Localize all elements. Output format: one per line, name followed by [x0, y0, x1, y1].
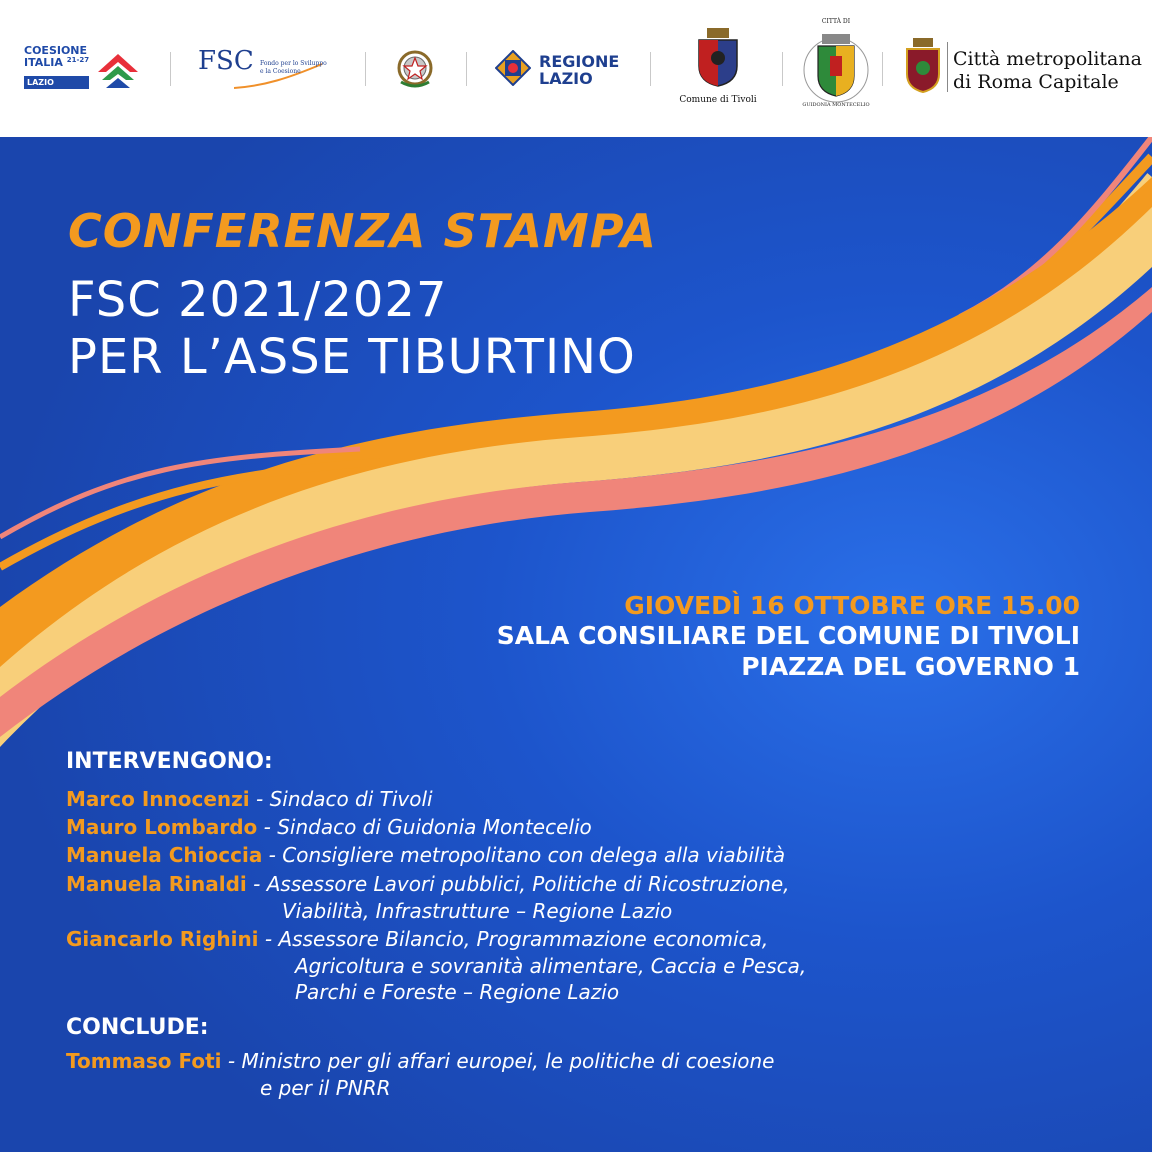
italian-republic-emblem-icon	[395, 48, 435, 90]
intervengono-heading: INTERVENGONO:	[66, 749, 273, 774]
comune-tivoli-logo	[670, 26, 766, 112]
speaker-row	[66, 842, 785, 869]
concluding-speaker-row	[66, 1048, 774, 1075]
logo-bar	[0, 0, 1152, 137]
speaker-name: Manuela Chioccia	[66, 843, 263, 867]
regione-lazio-text-2: LAZIO	[539, 69, 593, 88]
speaker-role-continuation: Parchi e Foreste – Regione Lazio	[295, 980, 620, 1004]
logo-divider	[170, 52, 171, 86]
guidonia-ring-caption: GUIDONIA MONTECELIO	[802, 102, 870, 108]
speaker-role: - Assessore Lavori pubblici, Politiche di Ricostruzione,	[246, 872, 790, 896]
concluding-speaker-role-continuation: e per il PNRR	[260, 1076, 391, 1100]
coesione-arrows-icon	[96, 46, 142, 90]
roma-crest-icon	[905, 38, 941, 94]
regione-lazio-logo	[495, 50, 625, 90]
speaker-role: - Sindaco di Guidonia Montecelio	[257, 815, 592, 839]
speaker-name: Mauro Lombardo	[66, 815, 258, 839]
title-asse-tiburtino: PER L’ASSE TIBURTINO	[68, 329, 636, 385]
speaker-row	[66, 871, 789, 898]
tivoli-crest-icon	[695, 26, 741, 88]
title-conferenza-stampa: CONFERENZA STAMPA	[68, 204, 657, 258]
speaker-name: Giancarlo Righini	[66, 927, 259, 951]
speaker-row	[66, 814, 592, 841]
speaker-role-continuation: Viabilità, Infrastrutture – Regione Lazio	[282, 899, 673, 923]
event-address: PIAZZA DEL GOVERNO 1	[741, 652, 1080, 681]
fsc-abbr: FSC	[198, 46, 254, 76]
speaker-role: - Assessore Bilancio, Programmazione economica,	[258, 927, 769, 951]
speaker-role: - Consigliere metropolitano con delega alla viabilità	[262, 843, 786, 867]
roma-text-line2: di Roma Capitale	[953, 71, 1119, 93]
fsc-subtitle-2: e la Coesione	[260, 68, 301, 75]
event-venue: SALA CONSILIARE DEL COMUNE DI TIVOLI	[496, 621, 1080, 650]
conclude-heading: CONCLUDE:	[66, 1015, 209, 1040]
tivoli-caption: Comune di Tivoli	[679, 95, 757, 105]
speaker-name: Marco Innocenzi	[66, 787, 250, 811]
guidonia-montecelio-logo	[800, 18, 872, 114]
speaker-name: Manuela Rinaldi	[66, 872, 247, 896]
fsc-logo	[198, 46, 343, 92]
regione-lazio-text-1: REGIONE	[539, 52, 620, 71]
coesione-text-line2: ITALIA $^{21-27}$	[24, 56, 90, 69]
coesione-italia-logo	[24, 44, 144, 94]
coesione-text-line1: COESIONE	[24, 44, 88, 57]
logo-divider	[650, 52, 651, 86]
citta-metropolitana-roma-logo	[905, 38, 1142, 98]
logo-divider	[882, 52, 883, 86]
concluding-speaker-role: - Ministro per gli affari europei, le politiche di coesione	[221, 1049, 775, 1073]
fsc-subtitle-1: Fondo per lo Sviluppo	[260, 60, 327, 67]
roma-divider	[947, 42, 948, 92]
logo-divider	[782, 52, 783, 86]
speaker-row	[66, 926, 768, 953]
regione-lazio-crest-icon	[495, 50, 531, 86]
logo-divider	[466, 52, 467, 86]
coesione-region-badge: LAZIO	[24, 76, 89, 89]
guidonia-top-caption: CITTÀ DI	[821, 18, 851, 25]
title-fsc-period: FSC 2021/2027	[68, 272, 448, 328]
speaker-role-continuation: Agricoltura e sovranità alimentare, Caccia e Pesca,	[295, 954, 807, 978]
roma-text-line1: Città metropolitana	[953, 48, 1142, 70]
speaker-row	[66, 786, 433, 813]
speaker-role: - Sindaco di Tivoli	[249, 787, 433, 811]
logo-divider	[365, 52, 366, 86]
concluding-speaker-name: Tommaso Foti	[66, 1049, 222, 1073]
guidonia-crest-icon	[800, 26, 872, 110]
event-date: GIOVEDÌ 16 OTTOBRE ORE 15.00	[624, 591, 1080, 620]
